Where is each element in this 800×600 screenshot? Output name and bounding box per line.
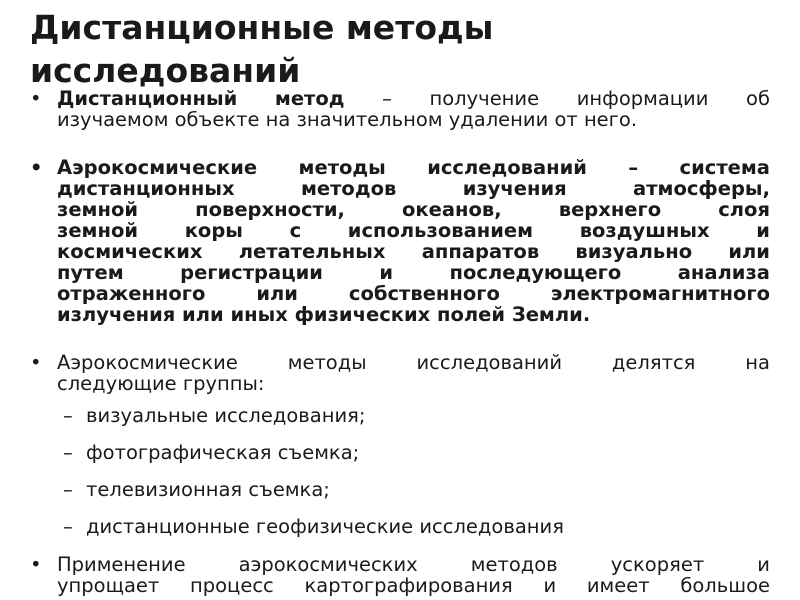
bullet-line — [57, 220, 770, 241]
bullet-line — [57, 88, 770, 109]
word: об — [746, 87, 770, 110]
bullet-method-groups — [30, 352, 770, 394]
word: космических — [57, 240, 203, 263]
bullet-marker: • — [30, 553, 42, 576]
bullet-list — [30, 88, 770, 596]
list-item-television-survey — [30, 479, 770, 500]
word: методы — [298, 156, 386, 179]
word: летательных — [238, 240, 386, 263]
word: делятся — [611, 351, 696, 374]
bullet-application — [30, 554, 770, 596]
bullet-marker: • — [30, 351, 42, 374]
word: воздушных — [579, 219, 710, 242]
bullet-line — [57, 283, 770, 304]
list-item-text: дистанционные геофизические исследования — [86, 515, 564, 538]
word: последующего — [449, 261, 622, 284]
word: или — [728, 240, 770, 263]
word: на — [745, 351, 770, 374]
word: анализа — [677, 261, 770, 284]
word: имеет — [586, 574, 650, 597]
word: процесс — [190, 574, 274, 597]
word: электромагнитного — [550, 282, 770, 305]
word: поверхности, — [195, 198, 345, 221]
word: упрощает — [57, 574, 160, 597]
word: картографирования — [304, 574, 513, 597]
bullet-line — [57, 157, 770, 178]
list-item-text: визуальные исследования; — [86, 404, 366, 427]
word: – — [382, 87, 392, 110]
bullet-line — [57, 199, 770, 220]
word: и — [379, 261, 394, 284]
word: регистрации — [180, 261, 323, 284]
method-groups-list — [30, 405, 770, 537]
word: исследований — [427, 156, 587, 179]
dash-marker: – — [63, 404, 73, 427]
word: дистанционных — [57, 177, 235, 200]
bullet-line — [57, 262, 770, 283]
bullet-line — [57, 109, 770, 130]
bullet-line: излучения или иных физических полей Земли. — [57, 303, 591, 326]
bullet-line — [57, 554, 770, 575]
slide-title-line-2: исследований — [30, 51, 301, 90]
word: верхнего — [558, 198, 662, 221]
slide-title — [30, 6, 770, 92]
bullet-line-text: изучаемом объекте на значительном удалении от него. — [57, 108, 638, 131]
word: большое — [680, 574, 770, 597]
word: – — [628, 156, 639, 179]
bullet-marker: • — [30, 156, 43, 179]
word: методов — [470, 553, 558, 576]
word: слоя — [718, 198, 770, 221]
word: ускоряет — [610, 553, 705, 576]
bullet-line: следующие группы: — [57, 372, 265, 395]
term-word: Дистанционный — [57, 87, 238, 110]
word: и — [756, 219, 770, 242]
word: с — [289, 219, 302, 242]
bullet-line — [57, 178, 770, 199]
word: и — [543, 574, 557, 597]
dash-marker: – — [63, 478, 73, 501]
word: океанов, — [402, 198, 502, 221]
word: Аэрокосмические — [57, 351, 238, 374]
word: система — [679, 156, 770, 179]
word: аппаратов — [421, 240, 540, 263]
bullet-line — [57, 352, 770, 373]
word: земной — [57, 198, 139, 221]
word: методы — [287, 351, 367, 374]
list-item-photographic-survey — [30, 442, 770, 463]
word: или — [256, 282, 298, 305]
term-word: метод — [274, 87, 345, 110]
list-item-geophysical-research — [30, 516, 770, 537]
word: получение — [429, 87, 540, 110]
bullet-line — [57, 575, 770, 596]
word: атмосферы, — [633, 177, 770, 200]
word: методов — [300, 177, 397, 200]
list-item-text: телевизионная съемка; — [86, 478, 330, 501]
word: отраженного — [57, 282, 206, 305]
word: Аэрокосмические — [57, 156, 258, 179]
word: изучения — [462, 177, 567, 200]
word: коры — [184, 219, 243, 242]
dash-marker: – — [63, 441, 73, 464]
word: визуально — [575, 240, 693, 263]
word: аэрокосмических — [238, 553, 418, 576]
word: собственного — [348, 282, 500, 305]
word: и — [757, 553, 770, 576]
word: Применение — [57, 553, 186, 576]
word: исследований — [416, 351, 563, 374]
bullet-remote-method-definition — [30, 88, 770, 130]
dash-marker: – — [63, 515, 73, 538]
bullet-marker: • — [30, 87, 42, 110]
word: путем — [57, 261, 124, 284]
slide-title-line-1: Дистанционные методы — [30, 8, 494, 47]
list-item-text: фотографическая съемка; — [86, 441, 360, 464]
word: земной — [57, 219, 139, 242]
list-item-visual-research — [30, 405, 770, 426]
bullet-line — [57, 241, 770, 262]
word: использованием — [347, 219, 534, 242]
word: информации — [576, 87, 709, 110]
bullet-aerospace-methods-definition — [30, 157, 770, 325]
